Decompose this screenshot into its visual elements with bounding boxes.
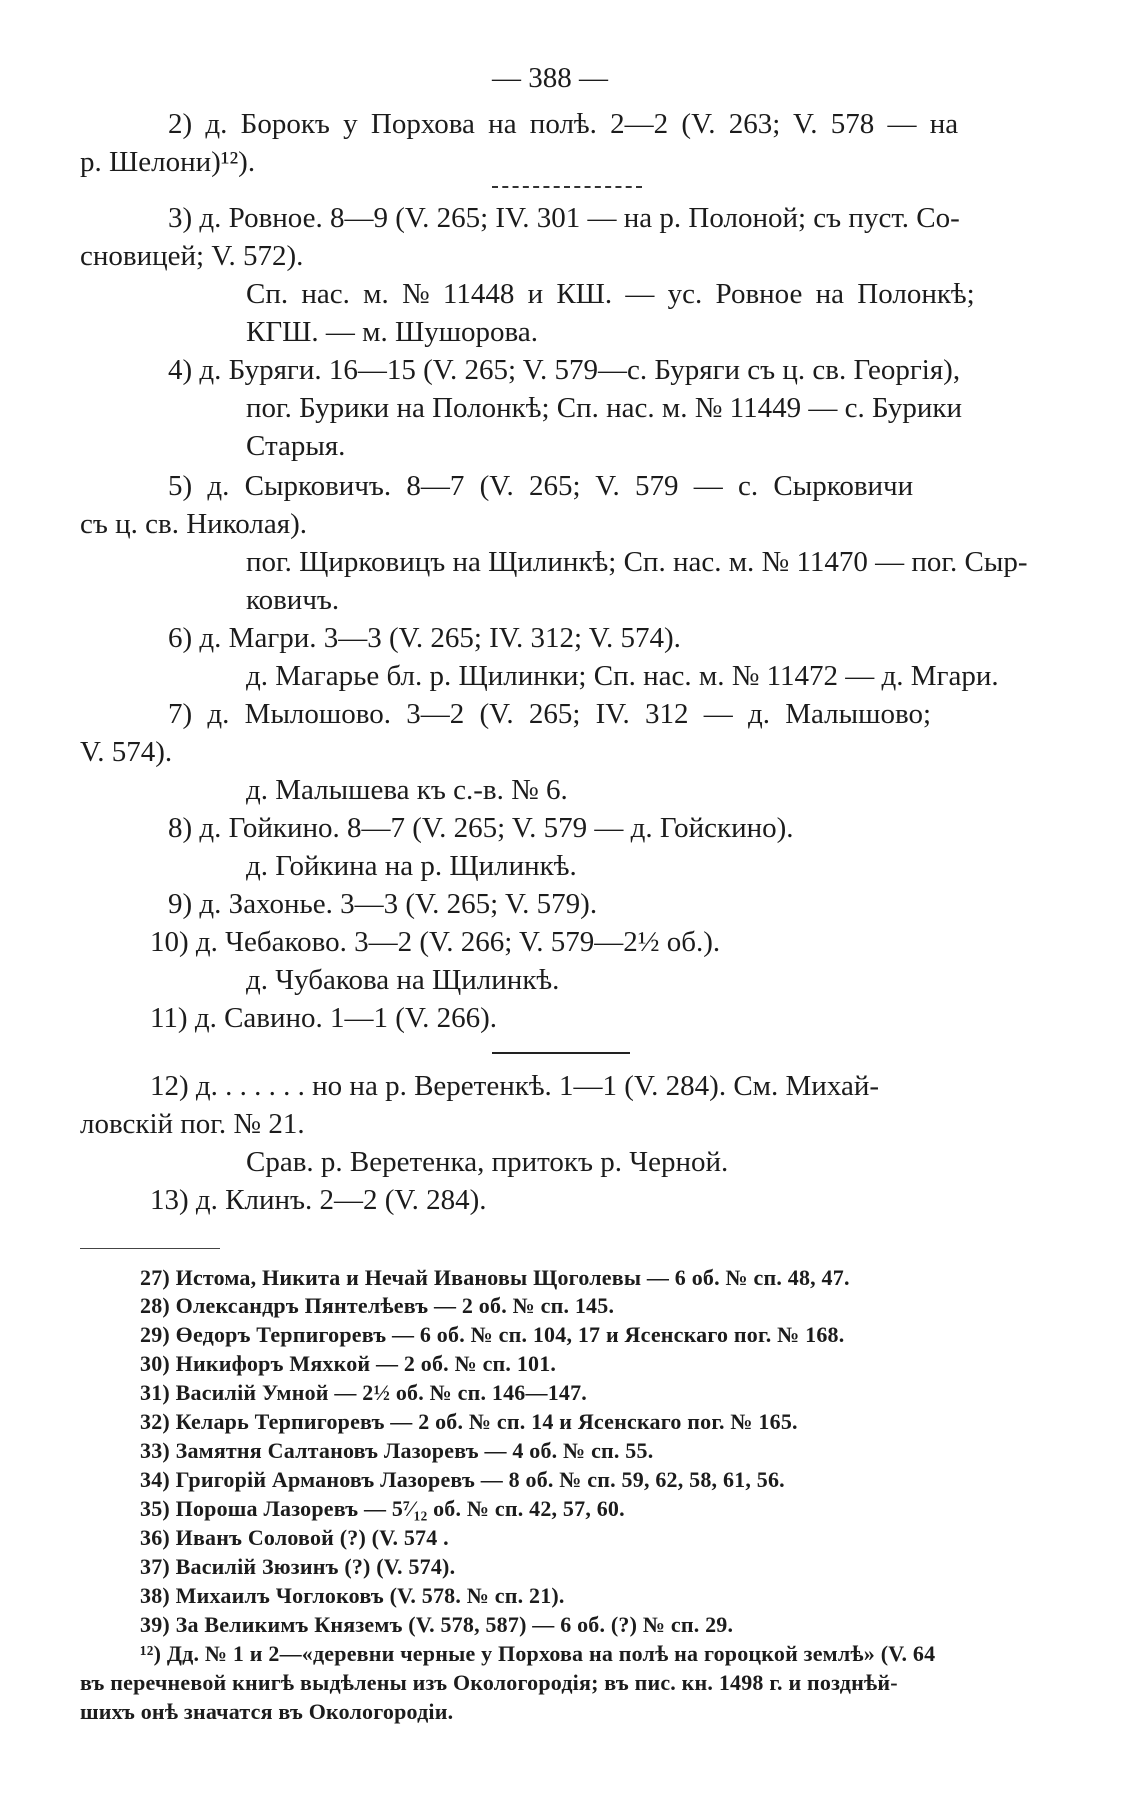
entry-12-line-2: ловскій пог. № 21. — [80, 1108, 305, 1140]
section-divider-dashed — [492, 186, 642, 188]
entry-6-line-1: 6) д. Магри. 3—3 (V. 265; IV. 312; V. 574). — [168, 622, 681, 654]
entry-7-line-3: д. Малышева къ с.-в. № 6. — [246, 774, 568, 806]
entry-5-line-3: пог. Щирковицъ на Щилинкѣ; Сп. нас. м. № 11470 — пог. Сыр- — [246, 546, 1028, 578]
entry-8-line-1: 8) д. Гойкино. 8—7 (V. 265; V. 579 — д. Гойскино). — [168, 812, 794, 844]
entry-3-line-3: Сп. нас. м. № 11448 и КШ. — ус. Ровное на Полонкѣ; — [246, 278, 975, 310]
entry-5-line-4: ковичъ. — [246, 584, 340, 616]
footnote-32: 32) Келарь Терпигоревъ — 2 об. № сп. 14 и Ясенскаго пог. № 165. — [140, 1409, 798, 1434]
entry-2-line-1: 2) д. Борокъ у Порхова на полѣ. 2—2 (V. 263; V. 578 — на — [168, 108, 959, 140]
note-12-line-1: ¹²) Дд. № 1 и 2—«деревни черные у Порхова на полѣ на гороцкой землѣ» (V. 64 — [140, 1641, 936, 1666]
footnote-29: 29) Өедоръ Терпигоревъ — 6 об. № сп. 104, 17 и Ясенскаго пог. № 168. — [140, 1322, 845, 1347]
footnote-36: 36) Иванъ Соловой (?) (V. 574 . — [140, 1525, 449, 1550]
footnote-30: 30) Никифоръ Мяхкой — 2 об. № сп. 101. — [140, 1351, 557, 1376]
footnote-separator — [80, 1248, 220, 1249]
note-12-line-3: шихъ онѣ значатся въ Окологородіи. — [80, 1699, 454, 1724]
entry-4-line-2: пог. Бурики на Полонкѣ; Сп. нас. м. № 11449 — с. Бурики — [246, 392, 963, 424]
entry-8-line-2: д. Гойкина на р. Щилинкѣ. — [246, 850, 577, 882]
footnote-35: 35) Пороша Лазоревъ — 5⁷⁄₁₂ об. № сп. 42, 57, 60. — [140, 1496, 625, 1521]
entry-6-line-2: д. Магарье бл. р. Щилинки; Сп. нас. м. № 11472 — д. Мгари. — [246, 660, 999, 692]
entry-7-line-2: V. 574). — [80, 736, 173, 768]
footnote-38: 38) Михаилъ Чоглоковъ (V. 578. № сп. 21). — [140, 1583, 565, 1608]
entry-11-line-1: 11) д. Савино. 1—1 (V. 266). — [150, 1002, 498, 1034]
footnote-33: 33) Замятня Салтановъ Лазоревъ — 4 об. № сп. 55. — [140, 1438, 654, 1463]
entry-4-line-1: 4) д. Буряги. 16—15 (V. 265; V. 579—с. Буряги съ ц. св. Георгія), — [168, 354, 961, 386]
entry-10-line-2: д. Чубакова на Щилинкѣ. — [246, 964, 560, 996]
entry-12-line-3: Срав. р. Веретенка, притокъ р. Черной. — [246, 1146, 729, 1178]
entry-3-line-2: сновицей; V. 572). — [80, 240, 304, 272]
footnote-37: 37) Василій Зюзинъ (?) (V. 574). — [140, 1554, 456, 1579]
footnote-27: 27) Истома, Никита и Нечай Ивановы Щоголевы — 6 об. № сп. 48, 47. — [140, 1265, 850, 1290]
entry-5-line-1: 5) д. Сырковичъ. 8—7 (V. 265; V. 579 — с. Сырковичи — [168, 470, 914, 502]
footnote-34: 34) Григорій Армановъ Лазоревъ — 8 об. № сп. 59, 62, 58, 61, 56. — [140, 1467, 785, 1492]
entry-7-line-1: 7) д. Мылошово. 3—2 (V. 265; IV. 312 — д. Малышово; — [168, 698, 932, 730]
entry-3-line-4: КГШ. — м. Шушорова. — [246, 316, 538, 348]
footnote-28: 28) Олександръ Пянтелѣевъ — 2 об. № сп. 145. — [140, 1293, 615, 1318]
entry-9-line-1: 9) д. Захонье. 3—3 (V. 265; V. 579). — [168, 888, 598, 920]
entry-10-line-1: 10) д. Чебаково. 3—2 (V. 266; V. 579—2½ об.). — [150, 926, 721, 958]
section-divider — [492, 1052, 630, 1054]
entry-2-line-2: р. Шелони)¹²). — [80, 146, 256, 178]
footnote-39: 39) За Великимъ Княземъ (V. 578, 587) — 6 об. (?) № сп. 29. — [140, 1612, 734, 1637]
page-number: — 388 — — [492, 62, 608, 94]
footnote-31: 31) Василій Умной — 2½ об. № сп. 146—147. — [140, 1380, 587, 1405]
entry-4-line-3: Старыя. — [246, 430, 346, 462]
entry-12-line-1: 12) д. . . . . . . но на р. Веретенкѣ. 1—1 (V. 284). См. Михай- — [150, 1070, 879, 1102]
entry-5-line-2: съ ц. св. Николая). — [80, 508, 307, 540]
entry-3-line-1: 3) д. Ровное. 8—9 (V. 265; IV. 301 — на р. Полоной; съ пуст. Со- — [168, 202, 960, 234]
note-12-line-2: въ перечневой книгѣ выдѣлены изъ Окологородія; въ пис. кн. 1498 г. и позднѣй- — [80, 1670, 898, 1695]
entry-13-line-1: 13) д. Клинъ. 2—2 (V. 284). — [150, 1184, 487, 1216]
